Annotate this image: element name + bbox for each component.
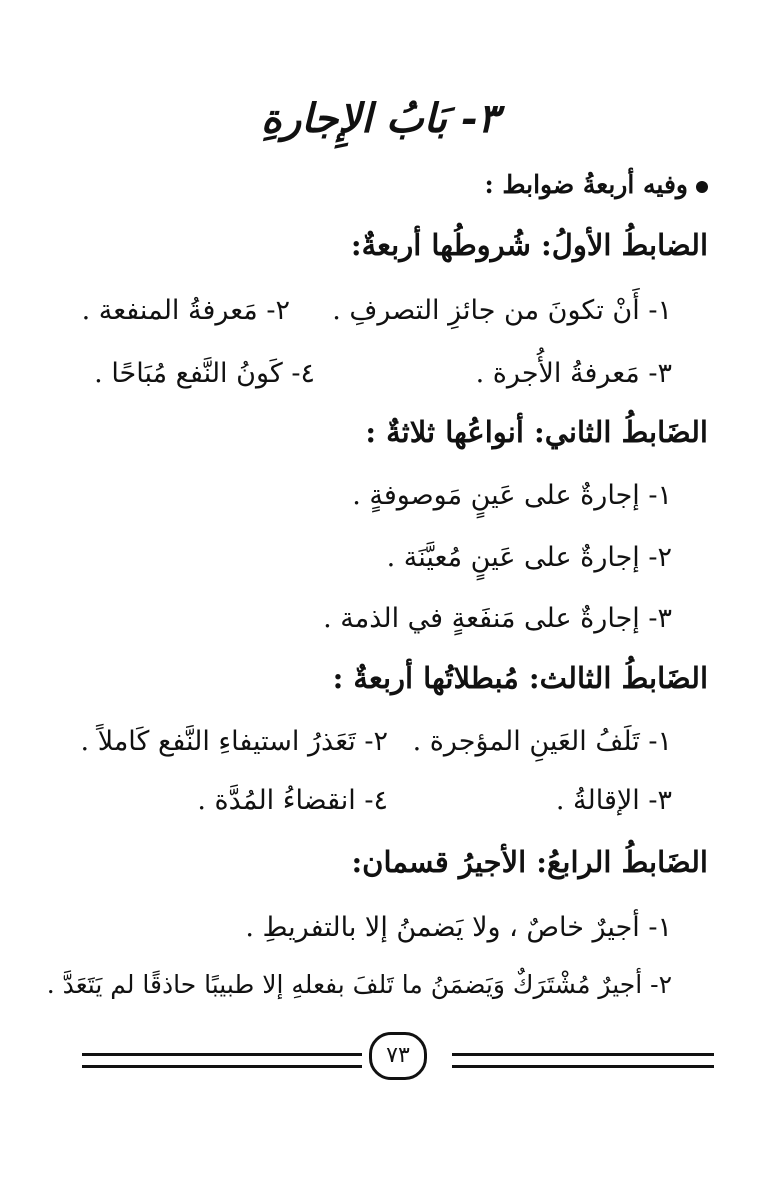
section-3-item-2: ٢- تَعَذرُ استيفاءِ النَّفع كَاملاً .	[80, 726, 388, 757]
footer-rule-left	[82, 1053, 362, 1068]
section-4-heading: الضَابطُ الرابعُ: الأجيرُ قسمان:	[351, 845, 708, 879]
chapter-title: ٣- بَابُ الإِجارةِ	[260, 95, 500, 142]
section-3-item-1: ١- تَلَفُ العَينِ المؤجرة .	[412, 726, 672, 757]
section-4-item-1: ١- أجيرٌ خاصٌ ، ولا يَضمنُ إلا بالتفريطِ .	[245, 912, 672, 943]
section-3-item-4: ٤- انقضاءُ المُدَّة .	[197, 785, 388, 816]
intro-line	[484, 170, 708, 199]
page-number: ٧٣	[369, 1032, 427, 1080]
section-2-item-3: ٣- إجارةٌ على مَنفَعةٍ في الذمة .	[323, 603, 672, 634]
section-2-item-1: ١- إجارةٌ على عَينٍ مَوصوفةٍ .	[352, 480, 672, 511]
section-3-item-3: ٣- الإقالةُ .	[555, 785, 672, 816]
section-3-heading: الضَابطُ الثالث: مُبطلاتُها أربعةٌ :	[332, 661, 708, 695]
section-2-heading: الضَابطُ الثاني: أنواعُها ثلاثةٌ :	[365, 415, 708, 449]
footer-rule-right	[452, 1053, 714, 1068]
section-1-item-4: ٤- كَونُ النَّفع مُبَاحًا .	[94, 358, 315, 389]
intro-text: وفيه أربعةُ ضوابط :	[484, 170, 688, 199]
section-1-item-2: ٢- مَعرفةُ المنفعة .	[81, 295, 290, 326]
section-2-item-2: ٢- إجارةٌ على عَينٍ مُعيَّنَة .	[386, 542, 672, 573]
bullet-icon	[696, 181, 708, 193]
section-4-item-2: ٢- أجيرٌ مُشْتَرَكٌ وَيَضمَنُ ما تَلفَ بفعلهِ إلا طبيبًا حاذقًا لم يَتَعَدَّ .	[46, 970, 672, 999]
section-1-item-1: ١- أَنْ تكونَ من جائزِ التصرفِ .	[332, 295, 672, 326]
section-1-item-3: ٣- مَعرفةُ الأُجرة .	[475, 358, 672, 389]
section-1-heading: الضابطُ الأولُ: شُروطُها أربعةٌ:	[350, 228, 708, 262]
